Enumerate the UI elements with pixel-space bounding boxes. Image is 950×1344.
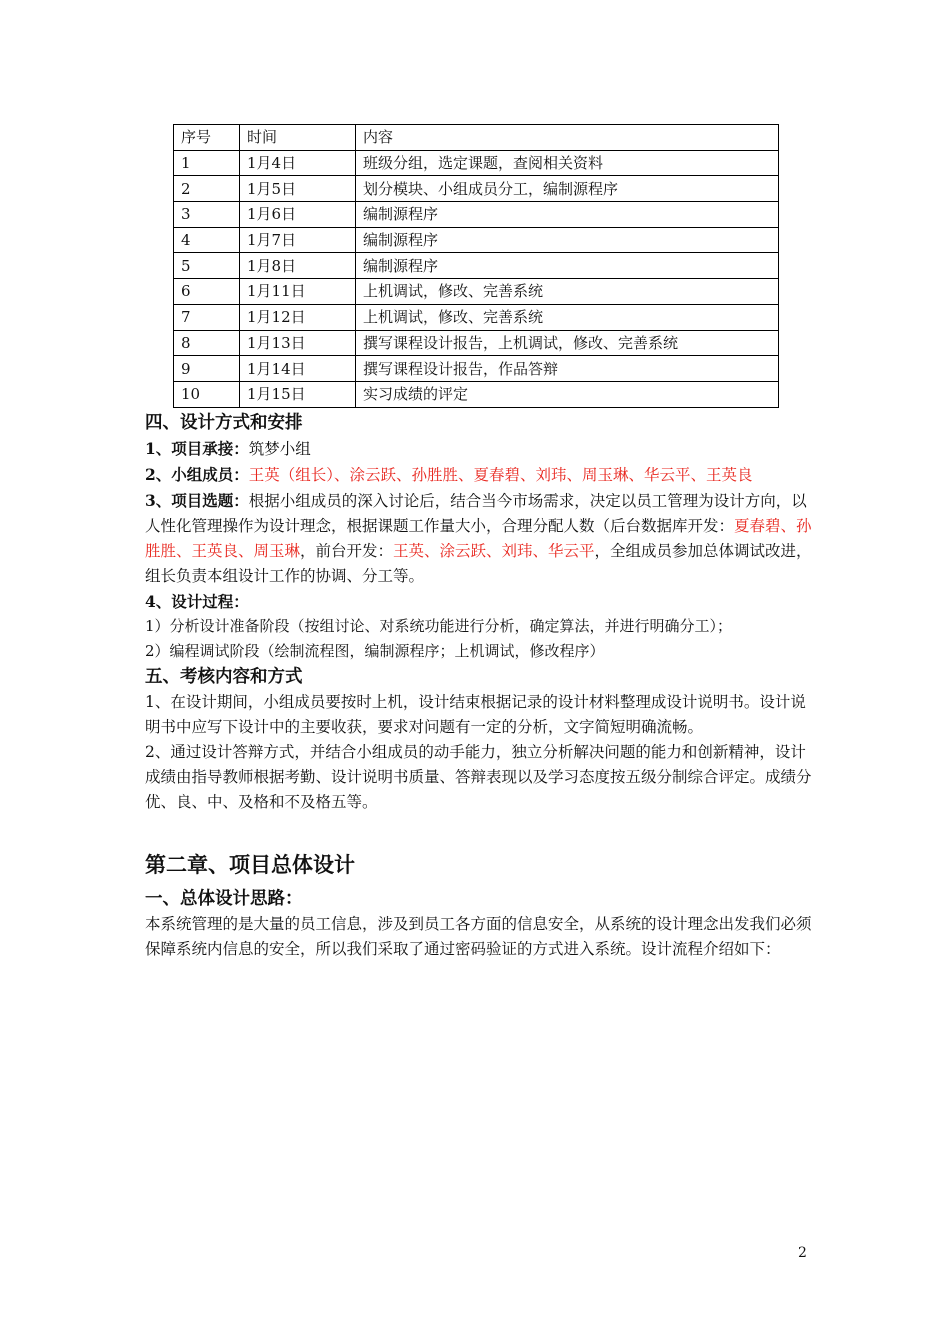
table-cell: 1月4日 xyxy=(240,150,356,176)
table-header-cell: 时间 xyxy=(240,125,356,151)
schedule-table xyxy=(173,124,779,408)
table-cell: 编制源程序 xyxy=(356,253,779,279)
chapter2-sub1-title: 一、总体设计思路： xyxy=(145,889,303,909)
table-cell: 6 xyxy=(174,279,240,305)
table-cell: 划分模块、小组成员分工，编制源程序 xyxy=(356,176,779,202)
item1-text: 筑梦小组 xyxy=(248,440,311,458)
table-row xyxy=(174,356,779,382)
item2-label: 2、小组成员： xyxy=(145,465,249,484)
document-body xyxy=(145,410,813,962)
table-cell: 1月12日 xyxy=(240,304,356,330)
item3-text-a: 根据小组成员的深入讨论后，结合当今市场需求，决定以员工管理为设计方向，以人性化管理操作为设计理念，根据课题工作量大小，合理分配人数（后台数据库开发： xyxy=(145,492,807,535)
table-cell: 上机调试，修改、完善系统 xyxy=(356,279,779,305)
section5-title: 五、考核内容和方式 xyxy=(145,667,303,687)
table-cell: 7 xyxy=(174,304,240,330)
table-row xyxy=(174,150,779,176)
table-cell: 3 xyxy=(174,202,240,228)
table-cell: 实习成绩的评定 xyxy=(356,381,779,407)
table-row xyxy=(174,202,779,228)
table-cell: 1月5日 xyxy=(240,176,356,202)
table-header-cell: 序号 xyxy=(174,125,240,151)
table-cell: 1月14日 xyxy=(240,356,356,382)
table-row xyxy=(174,279,779,305)
table-cell: 1月11日 xyxy=(240,279,356,305)
item3-text-b: ，前台开发： xyxy=(300,542,394,560)
item4-label: 4、设计过程： xyxy=(145,592,249,611)
table-header-row xyxy=(174,125,779,151)
item1-label: 1、项目承接： xyxy=(145,439,249,458)
table-header-cell: 内容 xyxy=(356,125,779,151)
table-row xyxy=(174,176,779,202)
table-cell: 编制源程序 xyxy=(356,227,779,253)
item3-label: 3、项目选题： xyxy=(145,491,249,510)
item2-members: 王英（组长）、涂云跃、孙胜胜、夏春碧、刘玮、周玉琳、华云平、王英良 xyxy=(248,466,753,484)
item2 xyxy=(145,462,813,488)
item3-frontend: 王英、涂云跃、刘玮、华云平 xyxy=(393,542,595,560)
table-cell: 9 xyxy=(174,356,240,382)
table-row xyxy=(174,330,779,356)
section5-para2: 2、通过设计答辩方式，并结合小组成员的动手能力，独立分析解决问题的能力和创新精神，设计成绩由指导教师根据考勤、设计说明书质量、答辩表现以及学习态度按五级分制综合评定。成绩分优、良、中、及格和不及格五等。 xyxy=(145,743,812,811)
table-cell: 10 xyxy=(174,381,240,407)
table-cell: 撰写课程设计报告，作品答辩 xyxy=(356,356,779,382)
table-cell: 1月6日 xyxy=(240,202,356,228)
item1 xyxy=(145,436,813,462)
table-cell: 班级分组，选定课题，查阅相关资料 xyxy=(356,150,779,176)
table-row xyxy=(174,304,779,330)
table-row xyxy=(174,227,779,253)
table-cell: 5 xyxy=(174,253,240,279)
table-cell: 上机调试，修改、完善系统 xyxy=(356,304,779,330)
table-cell: 1 xyxy=(174,150,240,176)
table-cell: 1月8日 xyxy=(240,253,356,279)
item3-backend: 夏春碧、孙胜胜、王英良、周玉琳 xyxy=(145,517,812,560)
item4-line2: 2）编程调试阶段（绘制流程图，编制源程序；上机调试，修改程序） xyxy=(145,642,605,660)
chapter2-sub1-text: 本系统管理的是大量的员工信息，涉及到员工各方面的信息安全，从系统的设计理念出发我们必须保障系统内信息的安全，所以我们采取了通过密码验证的方式进入系统。设计流程介绍如下： xyxy=(145,915,812,958)
table-cell: 撰写课程设计报告，上机调试，修改、完善系统 xyxy=(356,330,779,356)
section4-title: 四、设计方式和安排 xyxy=(145,413,303,433)
table-cell: 1月13日 xyxy=(240,330,356,356)
table-cell: 1月15日 xyxy=(240,381,356,407)
section5-para1: 1、在设计期间，小组成员要按时上机，设计结束根据记录的设计材料整理成设计说明书。设计说明书中应写下设计中的主要收获，要求对问题有一定的分析，文字简短明确流畅。 xyxy=(145,693,806,736)
table-cell: 4 xyxy=(174,227,240,253)
item3-text-c: ，全组成员参加总体调试改进，组长负责本组设计工作的协调、分工等。 xyxy=(145,542,812,585)
table-cell: 8 xyxy=(174,330,240,356)
table-row xyxy=(174,381,779,407)
item3 xyxy=(145,488,813,589)
table-cell: 编制源程序 xyxy=(356,202,779,228)
chapter2-title: 第二章、项目总体设计 xyxy=(145,852,355,877)
table-row xyxy=(174,253,779,279)
page-number: 2 xyxy=(798,1245,807,1261)
table-cell: 2 xyxy=(174,176,240,202)
item4-line1: 1）分析设计准备阶段（按组讨论、对系统功能进行分析，确定算法，并进行明确分工）； xyxy=(145,617,733,635)
table-cell: 1月7日 xyxy=(240,227,356,253)
